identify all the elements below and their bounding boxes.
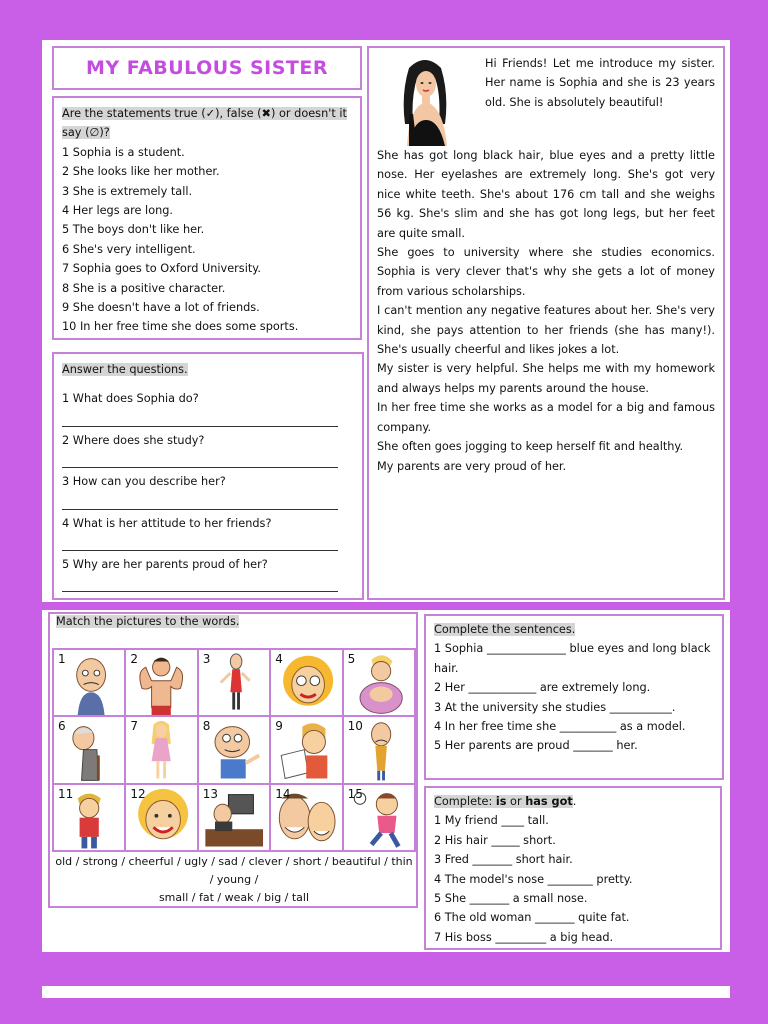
picture-cell[interactable] [126, 717, 198, 784]
picture-number: 8 [202, 719, 211, 734]
answer-line[interactable] [62, 492, 338, 510]
story-paragraph: In her free time she works as a model for a big and famous company. [377, 401, 715, 434]
picture-number: 13 [202, 786, 219, 801]
tf-item: 8 She is a positive character. [62, 281, 226, 295]
frame-bottom [0, 952, 768, 986]
cg-instruction: Complete: is or has got [434, 795, 573, 808]
frame-left [0, 0, 42, 1024]
cg-item: 6 The old woman _______ quite fat. [434, 911, 630, 925]
picture-number: 2 [130, 652, 139, 666]
story-section [367, 46, 725, 600]
picture-number: 14 [275, 786, 291, 801]
questions-section [52, 352, 364, 600]
cg-item: 5 She _______ a small nose. [434, 892, 588, 906]
frame-band [0, 12, 768, 40]
frame-top [0, 0, 768, 12]
picture-number: 10 [347, 719, 363, 734]
complete-sentences-section [424, 614, 724, 780]
picture-number: 6 [58, 719, 66, 734]
cs-item: 2 Her ____________ are extremely long. [434, 681, 651, 695]
sophia-picture [369, 54, 481, 146]
tf-item: 1 Sophia is a student. [62, 145, 185, 159]
tf-item: 2 She looks like her mother. [62, 165, 220, 179]
cs-item: 1 Sophia ______________ blue eyes and long black hair. [434, 642, 711, 675]
frame-right [730, 0, 768, 1024]
answer-line[interactable] [62, 574, 338, 592]
story-intro: Hi Friends! Let me introduce my sister. Her name is Sophia and she is 23 years old. She is absolutely beautiful! [485, 57, 715, 109]
story-paragraph: My sister is very helpful. She helps me with my homework and always helps my parents around the house. [377, 362, 715, 395]
frame-divider [0, 602, 768, 610]
question: 5 Why are her parents proud of her? [62, 558, 268, 572]
picture-number: 1 [58, 652, 66, 666]
question: 2 Where does she study? [62, 433, 205, 447]
picture-cell[interactable] [344, 785, 416, 852]
picture-cell[interactable] [344, 650, 416, 717]
word-bank [52, 853, 416, 907]
tf-item: 6 She's very intelligent. [62, 242, 196, 256]
title-box [52, 46, 362, 90]
word-bank-line: old / strong / cheerful / ugly / sad / clever / short / beautiful / thin / young / [55, 855, 413, 886]
picture-cell[interactable] [271, 650, 343, 717]
picture-cell[interactable] [199, 717, 271, 784]
tf-item: 4 Her legs are long. [62, 204, 174, 218]
answer-line[interactable] [62, 533, 338, 551]
question: 3 How can you describe her? [62, 475, 226, 489]
picture-number: 4 [275, 652, 283, 666]
cs-item: 5 Her parents are proud _______ her. [434, 739, 638, 753]
tf-item: 10 In her free time she does some sports. [62, 320, 299, 334]
qa-instruction: Answer the questions. [62, 363, 188, 376]
cg-item: 7 His boss _________ a big head. [434, 930, 614, 944]
picture-number: 11 [58, 786, 74, 801]
picture-cell[interactable] [344, 717, 416, 784]
tf-item: 3 She is extremely tall. [62, 184, 193, 198]
answer-line[interactable] [62, 450, 338, 468]
picture-cell[interactable] [126, 785, 198, 852]
picture-grid [52, 648, 416, 852]
question: 4 What is her attitude to her friends? [62, 516, 272, 530]
picture-number: 5 [347, 652, 356, 666]
tf-item: 9 She doesn't have a lot of friends. [62, 301, 260, 315]
cg-item: 3 Fred _______ short hair. [434, 853, 573, 867]
frame-base [0, 998, 768, 1024]
story-paragraph: I can't mention any negative features about her. She's very kind, she pays attention to her friends (she has many!). She's usually cheerful and likes jokes a lot. [377, 304, 715, 357]
picture-cell[interactable] [199, 650, 271, 717]
story-paragraph: My parents are very proud of her. [377, 459, 567, 473]
picture-cell[interactable] [199, 785, 271, 852]
question: 1 What does Sophia do? [62, 392, 199, 406]
picture-cell[interactable] [54, 785, 126, 852]
picture-cell[interactable] [54, 717, 126, 784]
cg-item: 2 His hair _____ short. [434, 833, 556, 847]
complete-grammar-section: Complete: is or has got. 1 My friend ____ tall. 2 His hair _____ short. 3 Fred _______ short hair. 4 The model's nose ________ pretty. 5 She _______ a small nose. 6 The old woman _______ quite fat. 7 His boss _________ a big head. [424, 786, 722, 950]
tf-item: 7 Sophia goes to Oxford University. [62, 262, 261, 276]
picture-cell[interactable] [271, 717, 343, 784]
tf-instruction: Are the statements true (✓), false (✖) or doesn't it say (∅)? [62, 107, 347, 140]
tf-item: 5 The boys don't like her. [62, 223, 205, 237]
cs-item: 4 In her free time she __________ as a model. [434, 720, 686, 734]
page-title: MY FABULOUS SISTER [85, 57, 328, 79]
picture-number: 12 [130, 786, 146, 801]
picture-number: 9 [275, 719, 283, 734]
answer-line[interactable] [62, 409, 338, 427]
picture-number: 3 [202, 652, 211, 666]
story-paragraph: She has got long black hair, blue eyes and a pretty little nose. Her eyelashes are extremely long. She's got very nice white teeth. She's about 176 cm tall and she weighs 56 kg. She's slim and she has got long legs, but her feet are quite small. [377, 149, 715, 240]
story-paragraph: She often goes jogging to keep herself fit and healthy. [377, 440, 684, 454]
cs-item: 3 At the university she studies ___________. [434, 700, 676, 714]
picture-cell[interactable] [126, 650, 198, 717]
match-instruction: Match the pictures to the words. [56, 615, 240, 628]
cg-item: 1 My friend ____ tall. [434, 814, 549, 828]
word-bank-line: small / fat / weak / big / tall [158, 891, 310, 904]
picture-cell[interactable] [54, 650, 126, 717]
picture-cell[interactable] [271, 785, 343, 852]
story-paragraph: She goes to university where she studies economics. Sophia is very clever that's why she gets a lot of money from various scholarships. [377, 246, 715, 298]
true-false-section [52, 96, 362, 340]
picture-number: 7 [130, 719, 139, 734]
cg-item: 4 The model's nose ________ pretty. [434, 872, 633, 886]
picture-number: 15 [347, 786, 363, 801]
cs-instruction: Complete the sentences. [434, 623, 576, 636]
